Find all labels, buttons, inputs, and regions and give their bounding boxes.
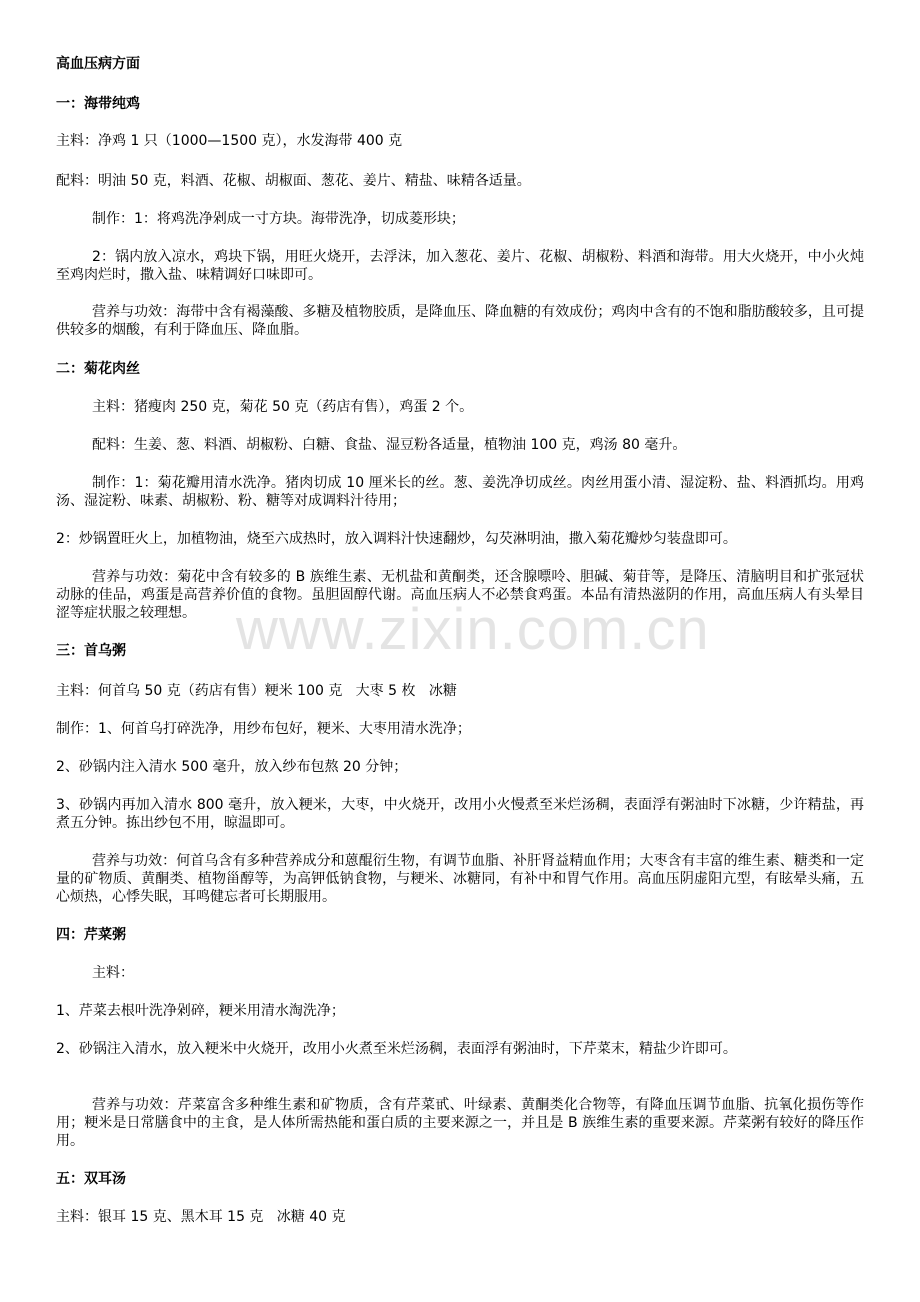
watermark: www.zixin.com.cn xyxy=(236,597,710,662)
section-4-step-1: 1、芹菜去根叶洗净剁碎，粳米用清水淘洗净； xyxy=(56,1003,345,1019)
section-2-auxiliary-ingredients: 配料：生姜、葱、料酒、胡椒粉、白糖、食盐、湿豆粉各适量，植物油 100 克，鸡汤 80 毫升。 xyxy=(92,437,687,453)
section-1-title: 一：海带纯鸡 xyxy=(56,96,140,112)
section-5-main-ingredients: 主料：银耳 15 克、黑木耳 15 克 冰糖 40 克 xyxy=(56,1209,346,1225)
section-3-effect: 营养与功效：何首乌含有多种营养成分和蒽醌衍生物，有调节血脂、补肝肾益精血作用；大枣含有丰富的维生素、糖类和一定量的矿物质、黄酮类、植物甾醇等，为高钾低钠食物，与粳米、冰糖同，有补中和胃气作用。高血压阴虚阳亢型，有眩晕头痛，五心烦热，心悸失眠，耳鸣健忘者可长期服用。 xyxy=(56,853,864,905)
section-2-step-2: 2：炒锅置旺火上，加植物油，烧至六成热时，放入调料汁快速翻炒，勾芡淋明油，撒入菊花瓣炒匀装盘即可。 xyxy=(56,531,737,547)
section-1-main-ingredients: 主料：净鸡 1 只（1000—1500 克），水发海带 400 克 xyxy=(56,133,403,149)
section-3-step-3: 3、砂锅内再加入清水 800 毫升，放入粳米，大枣，中火烧开，改用小火慢煮至米烂汤稠，表面浮有粥油时下冰糖，少许精盐，再煮五分钟。拣出纱包不用，晾温即可。 xyxy=(56,797,864,831)
section-3-step-2: 2、砂锅内注入清水 500 毫升，放入纱布包熬 20 分钟； xyxy=(56,759,408,775)
section-5-title: 五：双耳汤 xyxy=(56,1171,126,1187)
section-2-title: 二：菊花肉丝 xyxy=(56,361,140,377)
section-3-main-ingredients: 主料：何首乌 50 克（药店有售）粳米 100 克 大枣 5 枚 冰糖 xyxy=(56,683,457,699)
section-2-main-ingredients: 主料：猪瘦肉 250 克，菊花 50 克（药店有售），鸡蛋 2 个。 xyxy=(92,399,474,415)
section-1-step-1: 制作：1：将鸡洗净剁成一寸方块。海带洗净，切成菱形块； xyxy=(92,211,465,227)
section-4-title: 四：芹菜粥 xyxy=(56,927,126,943)
section-4-step-2: 2、砂锅注入清水，放入粳米中火烧开，改用小火煮至米烂汤稠，表面浮有粥油时，下芹菜末，精盐少许即可。 xyxy=(56,1041,737,1057)
section-3-step-1: 制作：1、何首乌打碎洗净，用纱布包好，粳米、大枣用清水洗净； xyxy=(56,721,471,737)
section-4-effect: 营养与功效：芹菜富含多种维生素和矿物质，含有芹菜甙、叶绿素、黄酮类化合物等，有降血压调节血脂、抗氧化损伤等作用；粳米是日常膳食中的主食，是人体所需热能和蛋白质的主要来源之一，并且是 B 族维生素的重要来源。芹菜粥有较好的降压作用。 xyxy=(56,1097,864,1149)
section-4-main-ingredients: 主料： xyxy=(92,965,134,981)
section-3-title: 三：首乌粥 xyxy=(56,643,126,659)
section-1-step-2: 2：锅内放入凉水，鸡块下锅，用旺火烧开，去浮沫，加入葱花、姜片、花椒、胡椒粉、料酒和海带。用大火烧开，中小火炖至鸡肉烂时，撒入盐、味精调好口味即可。 xyxy=(56,249,864,283)
document-title: 高血压病方面 xyxy=(56,56,140,72)
section-2-effect: 营养与功效：菊花中含有较多的 B 族维生素、无机盐和黄酮类，还含腺嘌呤、胆碱、菊苷等，是降压、清脑明目和扩张冠状动脉的佳品，鸡蛋是高营养价值的食物。虽胆固醇代谢。高血压病人不必禁食鸡蛋。本品有清热滋阴的作用，高血压病人有头晕目涩等症状服之较理想。 xyxy=(56,569,864,621)
section-2-step-1: 制作：1：菊花瓣用清水洗净。猪肉切成 10 厘米长的丝。葱、姜洗净切成丝。肉丝用蛋小清、湿淀粉、盐、料酒抓均。用鸡汤、湿淀粉、味素、胡椒粉、粉、糖等对成调料汁待用； xyxy=(56,475,864,509)
section-1-auxiliary-ingredients: 配料：明油 50 克，料酒、花椒、胡椒面、葱花、姜片、精盐、味精各适量。 xyxy=(56,173,531,189)
section-1-effect: 营养与功效：海带中含有褐藻酸、多糖及植物胶质，是降血压、降血糖的有效成份；鸡肉中含有的不饱和脂肪酸较多，且可提供较多的烟酸，有利于降血压、降血脂。 xyxy=(56,304,864,338)
